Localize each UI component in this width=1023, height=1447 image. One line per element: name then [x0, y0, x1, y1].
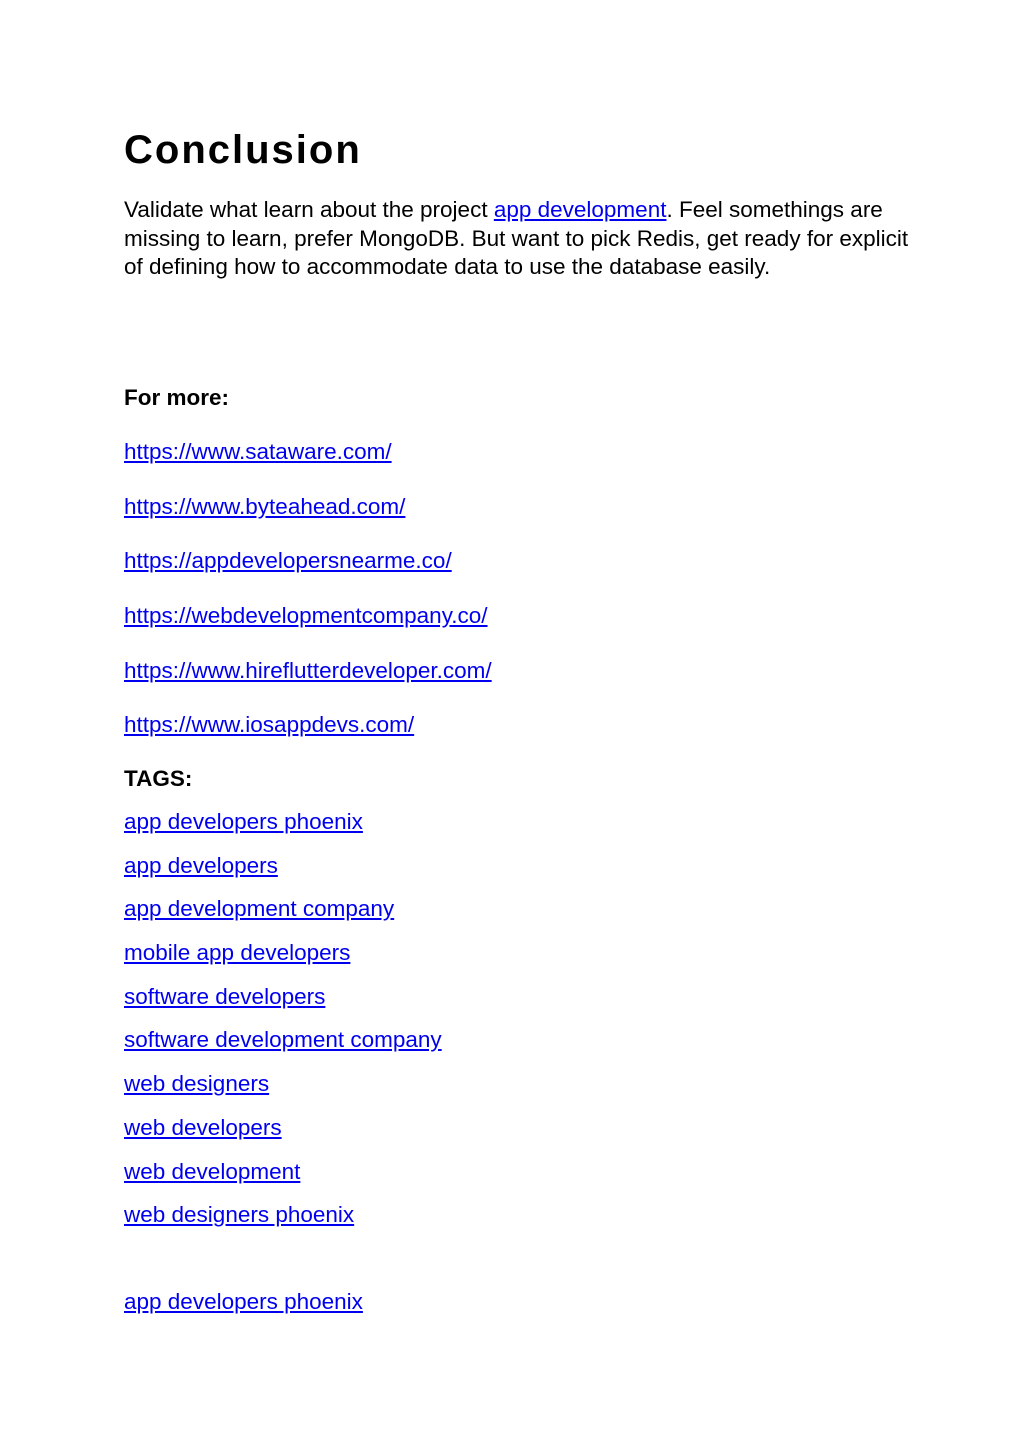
page-title: Conclusion [124, 128, 362, 172]
tags-heading: TAGS: [124, 766, 193, 791]
list-item [124, 939, 442, 983]
app-development-link[interactable]: app development [493, 197, 667, 222]
final-tag-line [124, 1288, 363, 1316]
tag-link[interactable]: mobile app developers [124, 940, 351, 966]
tag-link[interactable]: app developers phoenix [124, 809, 363, 834]
tag-link[interactable]: web designers phoenix [124, 1202, 355, 1228]
intro-paragraph [124, 196, 914, 282]
appdevelopersnearme-link[interactable]: https://appdevelopersnearme.co/ [124, 548, 452, 574]
list-item [124, 1070, 442, 1114]
for-more-heading: For more: [124, 385, 230, 410]
list-item [124, 895, 442, 939]
list-item [124, 1201, 442, 1245]
list-item [124, 1114, 442, 1158]
list-item [124, 657, 492, 712]
list-item [124, 808, 442, 852]
iosappdevs-link[interactable]: https://www.iosappdevs.com/ [124, 712, 415, 738]
intro-text-before-link: Validate what learn about the project [124, 197, 494, 222]
list-item [124, 1026, 442, 1070]
final-tag-link[interactable]: app developers phoenix [124, 1289, 363, 1314]
list-item [124, 983, 442, 1027]
tag-link[interactable]: web development [124, 1158, 301, 1184]
byteahead-link[interactable]: https://www.byteahead.com/ [124, 493, 406, 519]
tags-list [124, 808, 442, 1245]
tag-link[interactable]: software developers [124, 983, 326, 1009]
list-item [124, 438, 492, 493]
tag-link[interactable]: app development company [124, 896, 395, 922]
resource-links-list [124, 438, 492, 766]
list-item [124, 1158, 442, 1202]
list-item [124, 547, 492, 602]
webdevelopmentcompany-link[interactable]: https://webdevelopmentcompany.co/ [124, 603, 488, 629]
tag-link[interactable]: app developers [124, 852, 278, 878]
hireflutterdeveloper-link[interactable]: https://www.hireflutterdeveloper.com/ [124, 657, 492, 683]
list-item [124, 852, 442, 896]
list-item [124, 602, 492, 657]
list-item [124, 711, 492, 766]
sataware-link[interactable]: https://www.sataware.com/ [124, 439, 392, 464]
tag-link[interactable]: software development company [124, 1027, 442, 1053]
list-item [124, 493, 492, 548]
intro-text-after-link: . Feel somethings are missing to learn, prefer MongoDB. But want to pick Redis, get ready for explicit of defining how to accommodate data to use the database easily. [124, 197, 909, 280]
tag-link[interactable]: web developers [124, 1114, 282, 1140]
tag-link[interactable]: web designers [124, 1071, 270, 1097]
